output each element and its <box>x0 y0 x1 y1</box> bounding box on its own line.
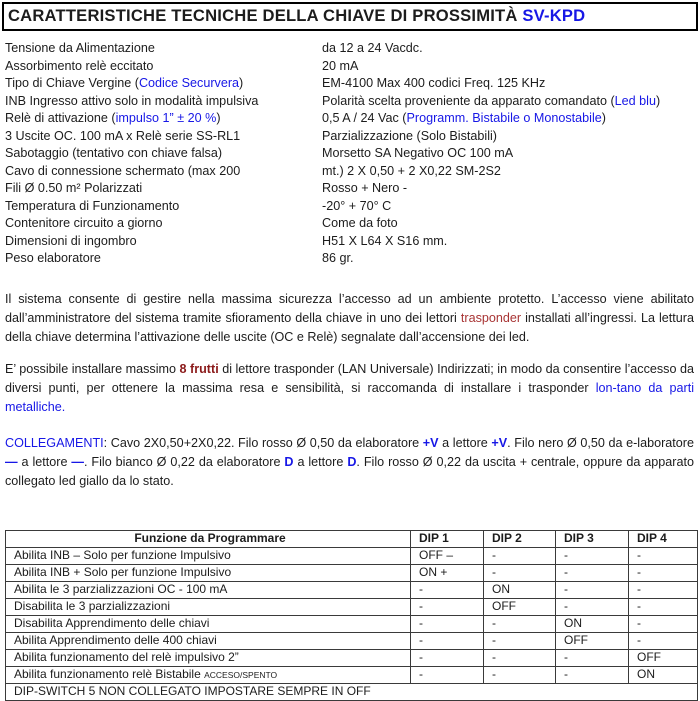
table-cell-funzione <box>6 632 411 649</box>
text-run: ) <box>602 111 606 125</box>
spec-label <box>5 58 322 76</box>
spec-row <box>5 110 700 128</box>
spec-row <box>5 128 700 146</box>
text-run: Peso elaboratore <box>5 251 101 265</box>
spec-label <box>5 40 322 58</box>
text-run: +V <box>491 436 507 450</box>
spec-row <box>5 233 700 251</box>
spec-list <box>5 40 700 268</box>
spec-value <box>322 250 700 268</box>
text-run: lon-tano da parti metalliche. <box>5 381 694 414</box>
spec-row <box>5 215 700 233</box>
table-cell-dip3: OFF <box>556 632 629 649</box>
spec-label <box>5 233 322 251</box>
spec-label <box>5 93 322 111</box>
text-run: Assorbimento relè eccitato <box>5 59 153 73</box>
text-run: 8 frutti <box>180 362 219 376</box>
text-run: H51 X L64 X S16 mm. <box>322 234 447 248</box>
text-run: D <box>284 455 293 469</box>
table-cell-dip2: - <box>484 649 556 666</box>
table-cell-dip2: - <box>484 666 556 684</box>
text-run: COLLEGAMENTI <box>5 436 104 450</box>
text-run: 0,5 A / 24 Vac ( <box>322 111 406 125</box>
text-run: 3 Uscite OC. 100 mA x Relè serie SS-RL1 <box>5 129 240 143</box>
text-run: 86 gr. <box>322 251 354 265</box>
table-cell-dip4: ON <box>629 666 698 684</box>
text-run: Dimensioni di ingombro <box>5 234 137 248</box>
text-run: Parzializzazione (Solo Bistabili) <box>322 129 497 143</box>
text-run: di lettore trasponder (LAN Universale) Indirizzati; in modo da consentire l’accesso da diversi punti, per ottenere la massima resa e sensibilità, si raccomanda di installare i trasponder <box>5 362 694 395</box>
table-cell-dip1: - <box>411 649 484 666</box>
table-cell-dip2: - <box>484 547 556 564</box>
table-cell-dip3: - <box>556 666 629 684</box>
spec-value <box>322 145 700 163</box>
text-run: Come da foto <box>322 216 398 230</box>
spec-row <box>5 75 700 93</box>
table-header-dip1: DIP 1 <box>411 530 484 547</box>
text-run: SV-KPD <box>522 6 585 25</box>
spec-label <box>5 145 322 163</box>
spec-label <box>5 180 322 198</box>
text-run: trasponder <box>461 311 521 325</box>
text-run: Abilita INB + Solo per funzione Impulsivo <box>14 565 231 579</box>
table-row <box>6 564 698 581</box>
text-run: Disabilita Apprendimento delle chiavi <box>14 616 209 630</box>
text-run: +V <box>423 436 439 450</box>
page-title <box>2 2 698 31</box>
table-cell-dip3: - <box>556 547 629 564</box>
table-cell-dip4: - <box>629 615 698 632</box>
text-run: Tensione da Alimentazione <box>5 41 155 55</box>
text-run: E’ possibile installare massimo <box>5 362 180 376</box>
text-run: : Cavo 2X0,50+2X0,22. Filo rosso Ø 0,50 da elaboratore <box>104 436 423 450</box>
text-run: Abilita Apprendimento delle 400 chiavi <box>14 633 217 647</box>
text-run: Tipo di Chiave Vergine ( <box>5 76 139 90</box>
text-run: Polarità scelta proveniente da apparato comandato ( <box>322 94 615 108</box>
text-run: CARATTERISTICHE TECNICHE DELLA CHIAVE DI PROSSIMITÀ <box>8 6 522 25</box>
table-cell-dip3: ON <box>556 615 629 632</box>
spec-row <box>5 40 700 58</box>
spec-value <box>322 128 700 146</box>
table-cell-dip4: - <box>629 598 698 615</box>
table-footer-note: DIP-SWITCH 5 NON COLLEGATO IMPOSTARE SEMPRE IN OFF <box>6 684 698 701</box>
table-row <box>6 547 698 564</box>
spec-label <box>5 198 322 216</box>
text-run: — <box>5 455 18 469</box>
spec-value <box>322 58 700 76</box>
table-cell-funzione <box>6 615 411 632</box>
table-cell-dip4: - <box>629 632 698 649</box>
table-cell-dip1: ON + <box>411 564 484 581</box>
text-run: Programm. Bistabile o Monostabile <box>406 111 601 125</box>
text-run: INB Ingresso attivo solo in modalità impulsiva <box>5 94 258 108</box>
text-run: Fili Ø 0.50 m² Polarizzati <box>5 181 142 195</box>
text-run: da 12 a 24 Vacdc. <box>322 41 423 55</box>
table-cell-dip1: - <box>411 615 484 632</box>
table-cell-dip4: - <box>629 581 698 598</box>
text-run: Led blu <box>615 94 656 108</box>
text-run: ) <box>216 111 220 125</box>
datasheet-page <box>0 2 700 697</box>
table-cell-dip4: - <box>629 547 698 564</box>
text-run: . Filo bianco Ø 0,22 da elaboratore <box>84 455 284 469</box>
table-cell-dip1: - <box>411 666 484 684</box>
spec-value <box>322 163 700 181</box>
dip-switch-table <box>5 530 698 701</box>
table-row <box>6 666 698 684</box>
text-run: Abilita le 3 parzializzazioni OC - 100 mA <box>14 582 227 596</box>
spec-value <box>322 180 700 198</box>
spec-value <box>322 110 700 128</box>
table-cell-dip3: - <box>556 598 629 615</box>
text-run: Abilita funzionamento del relè impulsivo 2” <box>14 650 239 664</box>
spec-row <box>5 250 700 268</box>
spec-value <box>322 198 700 216</box>
text-run: a lettore <box>294 455 348 469</box>
paragraph-installation-note <box>5 360 694 417</box>
text-run: ) <box>239 76 243 90</box>
table-row <box>6 649 698 666</box>
spec-label <box>5 75 322 93</box>
table-cell-dip1: - <box>411 581 484 598</box>
table-header-dip4: DIP 4 <box>629 530 698 547</box>
table-cell-dip2: ON <box>484 581 556 598</box>
text-run: Cavo di connessione schermato (max 200 <box>5 164 240 178</box>
table-cell-funzione <box>6 666 411 684</box>
spec-row <box>5 93 700 111</box>
table-cell-dip4: OFF <box>629 649 698 666</box>
text-run: D <box>347 455 356 469</box>
spec-row <box>5 163 700 181</box>
text-run: 20 mA <box>322 59 358 73</box>
table-cell-dip1: OFF – <box>411 547 484 564</box>
text-run: Abilita funzionamento relè Bistabile <box>14 667 204 681</box>
spec-value <box>322 75 700 93</box>
text-run: ACCESO/SPENTO <box>204 670 277 680</box>
table-row <box>6 598 698 615</box>
table-cell-funzione <box>6 564 411 581</box>
text-run: Relè di attivazione ( <box>5 111 116 125</box>
text-run: . Filo rosso Ø 0,22 da uscita + centrale, oppure da apparato collegato led giallo da lo stato. <box>5 455 694 488</box>
text-run: Rosso + Nero - <box>322 181 407 195</box>
table-cell-dip3: - <box>556 581 629 598</box>
paragraph-collegamenti <box>5 434 694 491</box>
text-run: Contenitore circuito a giorno <box>5 216 163 230</box>
spec-row <box>5 198 700 216</box>
table-footer-row <box>6 684 698 701</box>
table-cell-funzione <box>6 649 411 666</box>
spec-label <box>5 215 322 233</box>
text-run: -20° + 70° C <box>322 199 391 213</box>
table-header-row <box>6 530 698 547</box>
paragraph-system-description <box>5 290 694 347</box>
table-cell-dip4: - <box>629 564 698 581</box>
text-run: Morsetto SA Negativo OC 100 mA <box>322 146 513 160</box>
spec-value <box>322 233 700 251</box>
table-cell-funzione <box>6 547 411 564</box>
spec-label <box>5 128 322 146</box>
text-run: Codice Securvera <box>139 76 239 90</box>
table-row <box>6 615 698 632</box>
table-cell-dip3: - <box>556 649 629 666</box>
table-cell-funzione <box>6 598 411 615</box>
spec-label <box>5 110 322 128</box>
text-run: impulso 1” ± 20 % <box>116 111 217 125</box>
text-run: . Filo nero Ø 0,50 da e-laboratore <box>507 436 694 450</box>
text-run: Temperatura di Funzionamento <box>5 199 179 213</box>
table-cell-dip1: - <box>411 632 484 649</box>
table-cell-funzione <box>6 581 411 598</box>
spec-value <box>322 215 700 233</box>
text-run: — <box>71 455 84 469</box>
text-run: Abilita INB – Solo per funzione Impulsivo <box>14 548 231 562</box>
spec-row <box>5 180 700 198</box>
text-run: Disabilita le 3 parzializzazioni <box>14 599 170 613</box>
spec-value <box>322 93 700 111</box>
text-run: installati all’ingressi. La lettura della chiave determina l’attivazione delle uscite (OC e Relè) segnalate dall’accensione dei led. <box>5 311 694 344</box>
table-header-dip3: DIP 3 <box>556 530 629 547</box>
spec-value <box>322 40 700 58</box>
table-row <box>6 581 698 598</box>
text-run: Sabotaggio (tentativo con chiave falsa) <box>5 146 222 160</box>
table-cell-dip3: - <box>556 564 629 581</box>
table-cell-dip2: OFF <box>484 598 556 615</box>
text-run: mt.) 2 X 0,50 + 2 X0,22 SM-2S2 <box>322 164 501 178</box>
table-cell-dip1: - <box>411 598 484 615</box>
table-cell-dip2: - <box>484 564 556 581</box>
text-run: EM-4100 Max 400 codici Freq. 125 KHz <box>322 76 545 90</box>
spec-row <box>5 58 700 76</box>
text-run: a lettore <box>439 436 492 450</box>
table-header-funzione: Funzione da Programmare <box>6 530 411 547</box>
spec-row <box>5 145 700 163</box>
text-run: ) <box>656 94 660 108</box>
table-header-dip2: DIP 2 <box>484 530 556 547</box>
table-cell-dip2: - <box>484 632 556 649</box>
table-row <box>6 632 698 649</box>
text-run: Il sistema consente di gestire nella massima sicurezza l’accesso ad un ambiente protetto. L’accesso viene abilitato dall’amministratore del sistema tramite sfioramento della chiave in uno dei lettori <box>5 292 694 325</box>
text-run: a lettore <box>18 455 72 469</box>
spec-label <box>5 250 322 268</box>
spec-label <box>5 163 322 181</box>
table-cell-dip2: - <box>484 615 556 632</box>
